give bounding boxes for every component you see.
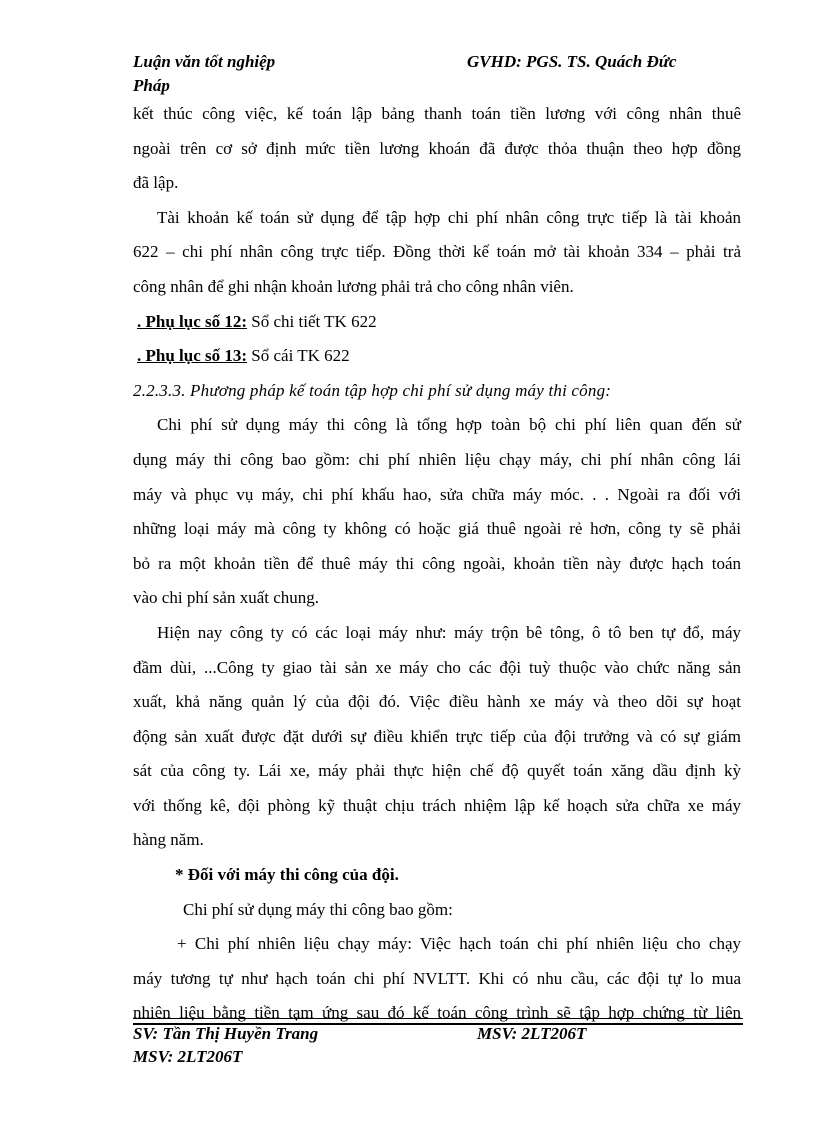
footer-student-id-repeat: MSV: 2LT206T — [133, 1047, 243, 1066]
appendix-label: . Phụ lục số 12: — [137, 311, 248, 331]
text-line: máy tương tự như hạch toán chi phí NVLTT. Khi có nhu cầu, các đội tự lo mua — [133, 968, 741, 988]
text-line: Hiện nay công ty có các loại máy như: máy trộn bê tông, ô tô ben tự đổ, máy — [157, 622, 741, 642]
paragraph-6 — [133, 927, 741, 1031]
text-line: với thống kê, đội phòng kỹ thuật chịu trách nhiệm lập kế hoạch sửa chữa xe máy — [133, 795, 741, 815]
text-line: máy và phục vụ máy, chi phí khấu hao, sửa chữa máy móc. . . Ngoài ra đối với — [133, 484, 741, 504]
appendix-text: Sổ chi tiết TK 622 — [247, 311, 377, 331]
text-line: ngoài trên cơ sở định mức tiền lương khoán đã được thỏa thuận theo hợp đồng — [133, 138, 741, 158]
text-line: những loại máy mà công ty không có hoặc giá thuê ngoài rẻ hơn, công ty sẽ phải — [133, 519, 741, 539]
text-line: + Chi phí nhiên liệu chạy máy: Việc hạch toán chi phí nhiên liệu cho chạy — [177, 934, 741, 954]
appendix-reference-13 — [133, 339, 741, 374]
header-thesis-title: Luận văn tốt nghiệp — [133, 52, 276, 71]
text-line: động sản xuất được đặt dưới sự điều khiển trực tiếp của đội trưởng và có sự giám — [133, 726, 741, 746]
paragraph-2 — [133, 201, 741, 305]
section-subheading: 2.2.3.3. Phương pháp kế toán tập hợp chi phí sử dụng máy thi công: — [133, 380, 612, 400]
paragraph-1 — [133, 97, 741, 201]
appendix-text: Sổ cái TK 622 — [247, 346, 350, 366]
text-line: nhiên liệu bằng tiền tạm ứng sau đó kế toán công trình sẽ tập hợp chứng từ liên — [133, 1003, 741, 1023]
header-supervisor: GVHD: PGS. TS. Quách Đức — [467, 52, 677, 71]
text-line: công nhân để ghi nhận khoản lương phải trả cho công nhân viên. — [133, 276, 574, 296]
footer-student-id: MSV: 2LT206T — [477, 1024, 587, 1043]
text-line: 622 – chi phí nhân công trực tiếp. Đồng thời kế toán mở tài khoản 334 – phải trả — [133, 242, 741, 262]
text-line: hàng năm. — [133, 830, 204, 850]
header-supervisor-continued: Pháp — [133, 76, 170, 95]
bold-heading: * Đối với máy thi công của đội. — [175, 865, 399, 885]
appendix-reference-12 — [133, 305, 741, 340]
text-line: xuất, khả năng quản lý của đội đó. Việc điều hành xe máy và theo dõi sự hoạt — [133, 692, 741, 712]
text-line: sát của công ty. Lái xe, máy phải thực hiện chế độ quyết toán xăng dầu định kỳ — [133, 761, 741, 781]
page-header — [133, 50, 743, 100]
paragraph-4 — [133, 616, 741, 858]
text-line: đầm dùi, ...Công ty giao tài sản xe máy cho các đội tuỳ thuộc vào chức năng sản — [133, 657, 741, 677]
text-line: kết thúc công việc, kế toán lập bảng thanh toán tiền lương với công nhân thuê — [133, 104, 741, 123]
text-line: Chi phí sử dụng máy thi công là tổng hợp toàn bộ chi phí liên quan đến sử — [157, 415, 741, 435]
paragraph-3 — [133, 408, 741, 616]
paragraph-5: Chi phí sử dụng máy thi công bao gồm: — [183, 899, 453, 919]
text-line: Tài khoản kế toán sử dụng để tập hợp chi phí nhân công trực tiếp là tài khoản — [157, 207, 741, 227]
text-line: vào chi phí sản xuất chung. — [133, 588, 320, 608]
text-line: bỏ ra một khoản tiền để thuê máy thi công ngoài, khoản tiền này được hạch toán — [133, 553, 741, 573]
text-line: dụng máy thi công bao gồm: chi phí nhiên liệu chạy máy, chi phí nhân công lái — [133, 449, 741, 469]
page-body — [133, 97, 741, 1031]
footer-student-name: SV: Tần Thị Huyền Trang — [133, 1024, 319, 1043]
appendix-label: . Phụ lục số 13: — [137, 346, 248, 366]
text-line: đã lập. — [133, 173, 179, 193]
